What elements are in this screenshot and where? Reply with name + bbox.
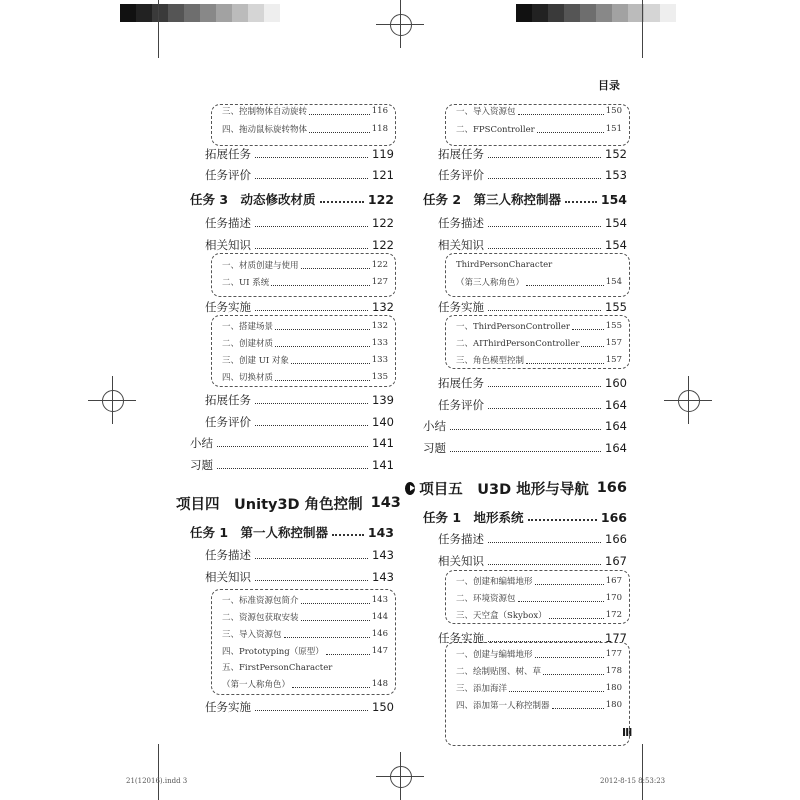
toc-entry-title: 任务 2 第三人称控制器 (423, 192, 562, 207)
footer-timestamp: 2012-8-15 8:53:23 (600, 777, 666, 785)
toc-entry[interactable] (205, 146, 394, 162)
color-swatch (516, 4, 532, 22)
dot-leader (255, 248, 368, 249)
toc-entry-title: 二、UI 系统 (222, 278, 270, 288)
toc-entry-page: 154 (605, 277, 622, 287)
toc-entry-title: 三、创建 UI 对象 (222, 356, 289, 366)
dot-leader (509, 691, 604, 692)
toc-entry-title: 任务实施 (438, 631, 484, 645)
dot-leader (488, 226, 601, 227)
dot-leader (488, 542, 601, 543)
trim-line-right-top (642, 0, 643, 58)
toc-entry[interactable] (456, 275, 622, 289)
toc-entry[interactable] (438, 167, 627, 183)
toc-entry[interactable] (205, 414, 394, 430)
toc-entry-page: 178 (605, 666, 622, 676)
dot-leader (291, 363, 370, 364)
dot-leader (255, 310, 368, 311)
toc-entry-page: 152 (605, 147, 627, 161)
dot-leader (537, 132, 604, 133)
toc-entry-title: 相关知识 (438, 238, 484, 252)
toc-entry[interactable] (456, 258, 622, 272)
toc-entry-page: 122 (372, 216, 394, 230)
toc-entry[interactable] (205, 167, 394, 183)
toc-entry-title: 任务描述 (205, 548, 251, 562)
toc-entry-page: 155 (605, 300, 627, 314)
toc-entry[interactable] (456, 608, 622, 622)
color-swatch (168, 4, 184, 22)
color-swatch (152, 4, 168, 22)
dot-leader (526, 285, 604, 286)
toc-entry-title: 任务实施 (205, 300, 251, 314)
toc-entry[interactable] (222, 644, 388, 658)
page-number: Ⅲ (622, 726, 633, 739)
toc-entry-title: 三、导入资源包 (222, 630, 282, 640)
toc-entry[interactable] (456, 353, 622, 367)
dot-leader (488, 408, 601, 409)
color-swatch (120, 4, 136, 22)
toc-entry-title: 任务描述 (438, 216, 484, 230)
toc-entry-title: 三、添加海洋 (456, 684, 508, 694)
toc-entry-page: 167 (605, 576, 622, 586)
color-swatch (564, 4, 580, 22)
toc-entry-page: 139 (372, 393, 394, 407)
toc-entry[interactable] (205, 569, 394, 585)
toc-entry-title: 三、天空盒（Skybox） (456, 611, 547, 621)
dot-leader (217, 468, 368, 469)
toc-entry[interactable] (456, 647, 622, 661)
dot-leader (217, 446, 368, 447)
toc-entry-page: 177 (605, 649, 622, 659)
toc-entry-title: 一、标准资源包简介 (222, 596, 299, 606)
dot-leader (255, 558, 368, 559)
color-swatch (264, 4, 280, 22)
toc-entry[interactable] (190, 524, 394, 540)
dot-leader (565, 201, 597, 203)
toc-entry-page: 167 (605, 554, 627, 568)
toc-entry-page: 150 (605, 106, 622, 116)
dot-leader (572, 329, 604, 330)
toc-entry[interactable] (222, 104, 388, 118)
toc-entry-title: 任务描述 (205, 216, 251, 230)
dot-leader (275, 380, 370, 381)
toc-entry-title: 任务 1 地形系统 (423, 510, 524, 525)
toc-entry[interactable] (456, 574, 622, 588)
toc-entry[interactable] (438, 237, 627, 253)
toc-entry-page: 164 (605, 398, 627, 412)
dot-leader (292, 687, 370, 688)
toc-entry[interactable] (456, 664, 622, 678)
toc-entry-page: 122 (371, 260, 388, 270)
toc-entry[interactable] (456, 122, 622, 136)
toc-entry[interactable] (205, 215, 394, 231)
toc-entry-title: 任务实施 (438, 300, 484, 314)
toc-entry-page: 127 (371, 277, 388, 287)
dot-leader (326, 654, 370, 655)
toc-entry-page: 147 (371, 646, 388, 656)
toc-entry-page: 170 (605, 593, 622, 603)
toc-entry-title: 一、导入资源包 (456, 107, 516, 117)
registration-mark-right (678, 390, 700, 412)
toc-entry[interactable] (222, 627, 388, 641)
color-swatch (660, 4, 676, 22)
dot-leader (488, 386, 601, 387)
toc-entry-title: 任务评价 (205, 168, 251, 182)
toc-entry-page: 148 (371, 679, 388, 689)
toc-entry[interactable] (222, 353, 388, 367)
toc-entry-title: 任务评价 (438, 398, 484, 412)
dot-leader (543, 674, 604, 675)
toc-entry[interactable] (222, 258, 388, 272)
toc-entry-page: 143 (367, 524, 394, 540)
toc-entry[interactable] (222, 660, 388, 674)
toc-entry-page: 132 (372, 300, 394, 314)
color-swatch (644, 4, 660, 22)
toc-entry-title: 拓展任务 (205, 147, 251, 161)
toc-entry-title: ThirdPersonCharacter (456, 260, 553, 270)
toc-entry-page: 151 (605, 124, 622, 134)
registration-mark-left (102, 390, 124, 412)
dot-leader (301, 603, 370, 604)
toc-entry[interactable] (438, 553, 627, 569)
toc-entry-page: 154 (605, 238, 627, 252)
dot-leader (255, 580, 368, 581)
dot-leader (332, 534, 364, 536)
toc-entry-title: 小结 (190, 436, 213, 450)
dot-leader (255, 157, 368, 158)
toc-entry-title: 习题 (423, 441, 446, 455)
toc-entry-title: 一、创建与编辑地形 (456, 650, 533, 660)
toc-entry-page: 143 (370, 495, 401, 511)
toc-entry-page: 135 (371, 372, 388, 382)
color-swatch (232, 4, 248, 22)
dot-leader (309, 114, 370, 115)
toc-entry-title: 一、材质创建与使用 (222, 261, 299, 271)
toc-entry[interactable] (456, 336, 622, 350)
toc-entry-title: 任务评价 (438, 168, 484, 182)
toc-entry-page: 144 (371, 612, 388, 622)
toc-entry[interactable] (456, 681, 622, 695)
color-swatch (200, 4, 216, 22)
toc-entry[interactable] (190, 457, 394, 473)
dot-leader (518, 601, 604, 602)
toc-entry-page: 157 (605, 355, 622, 365)
toc-entry-title: 项目五 U3D 地形与导航 (419, 481, 589, 498)
toc-entry-page: 164 (605, 419, 627, 433)
toc-entry-page: 160 (605, 376, 627, 390)
toc-entry[interactable] (456, 698, 622, 712)
dot-leader (271, 285, 370, 286)
toc-entry-page: 141 (372, 458, 394, 472)
toc-entry[interactable] (423, 191, 627, 207)
color-bar-left (120, 4, 280, 22)
toc-entry-page: 116 (371, 106, 388, 116)
toc-entry-page: 154 (600, 191, 627, 207)
toc-entry[interactable] (438, 630, 627, 646)
color-swatch (248, 4, 264, 22)
toc-entry-title: 小结 (423, 419, 446, 433)
toc-entry-title: 一、搭建场景 (222, 322, 274, 332)
toc-entry-title: 任务实施 (205, 700, 251, 714)
toc-entry-page: 121 (372, 168, 394, 182)
toc-entry-page: 143 (372, 548, 394, 562)
toc-entry-title: 任务 1 第一人称控制器 (190, 525, 329, 540)
dot-leader (488, 641, 601, 642)
registration-mark-top (390, 14, 412, 36)
dot-leader (450, 451, 601, 452)
toc-entry[interactable] (205, 392, 394, 408)
toc-entry-title: 二、资源包获取安装 (222, 613, 299, 623)
dot-leader (581, 346, 603, 347)
toc-entry[interactable] (456, 319, 622, 333)
toc-entry-title: 项目四 Unity3D 角色控制 (176, 496, 363, 513)
toc-entry[interactable] (438, 146, 627, 162)
toc-entry-page: 140 (372, 415, 394, 429)
toc-entry-title: 任务描述 (438, 532, 484, 546)
toc-entry-title: 相关知识 (205, 570, 251, 584)
play-circle-icon (405, 482, 415, 495)
toc-entry[interactable] (405, 480, 627, 496)
toc-entry-page: 154 (605, 216, 627, 230)
toc-entry[interactable] (222, 122, 388, 136)
dot-leader (488, 157, 601, 158)
toc-entry-title: 二、绘制贴图、树、草 (456, 667, 542, 677)
toc-entry-title: 拓展任务 (438, 376, 484, 390)
toc-entry[interactable] (222, 593, 388, 607)
color-swatch (612, 4, 628, 22)
color-swatch (216, 4, 232, 22)
toc-entry[interactable] (190, 191, 394, 207)
dot-leader (275, 346, 370, 347)
dot-leader (488, 564, 601, 565)
toc-entry[interactable] (222, 275, 388, 289)
dot-leader (255, 403, 368, 404)
dot-leader (488, 248, 601, 249)
dot-leader (301, 268, 370, 269)
page-header-title: 目录 (598, 79, 620, 92)
toc-entry-title: 二、FPSController (456, 125, 535, 135)
color-swatch (136, 4, 152, 22)
dot-leader (275, 329, 370, 330)
toc-entry-title: 任务评价 (205, 415, 251, 429)
toc-entry-title: 四、添加第一人称控制器 (456, 701, 550, 711)
toc-entry-page: 166 (605, 532, 627, 546)
toc-entry-title: 拓展任务 (438, 147, 484, 161)
toc-entry[interactable] (222, 336, 388, 350)
toc-entry[interactable] (205, 547, 394, 563)
dot-leader (488, 310, 601, 311)
dot-leader (450, 429, 601, 430)
dot-leader (255, 425, 368, 426)
toc-entry[interactable] (222, 610, 388, 624)
toc-entry[interactable] (438, 299, 627, 315)
toc-entry-title: 四、拖动鼠标旋转物体 (222, 125, 308, 135)
toc-entry-title: 一、ThirdPersonController (456, 322, 570, 332)
dot-leader (255, 178, 368, 179)
toc-entry-page: 146 (371, 629, 388, 639)
color-swatch (596, 4, 612, 22)
toc-entry[interactable] (190, 435, 394, 451)
footer-file-name: 21(12016).indd 3 (126, 777, 188, 785)
trim-line-left-top (158, 0, 159, 58)
dot-leader (535, 584, 604, 585)
toc-entry-title: 五、FirstPersonCharacter (222, 663, 333, 673)
dot-leader (535, 657, 604, 658)
trim-line-right-bottom (642, 744, 643, 800)
dot-leader (320, 201, 364, 203)
toc-entry-title: 拓展任务 (205, 393, 251, 407)
toc-entry-page: 119 (372, 147, 394, 161)
toc-entry-page: 141 (372, 436, 394, 450)
toc-entry[interactable] (456, 104, 622, 118)
toc-entry-title: 三、角色模型控制 (456, 356, 525, 366)
toc-entry[interactable] (438, 531, 627, 547)
toc-entry[interactable] (205, 699, 394, 715)
dot-leader (518, 114, 604, 115)
toc-entry-page: 143 (371, 595, 388, 605)
toc-entry-page: 164 (605, 441, 627, 455)
toc-entry-page: 166 (600, 509, 627, 525)
toc-entry[interactable] (438, 397, 627, 413)
toc-entry[interactable] (222, 677, 388, 691)
toc-entry-page: 177 (605, 631, 627, 645)
color-bar-right (516, 4, 676, 22)
toc-entry-page: 132 (371, 321, 388, 331)
toc-entry-title: 相关知识 (205, 238, 251, 252)
toc-entry[interactable] (438, 215, 627, 231)
toc-entry[interactable] (222, 319, 388, 333)
dot-leader (488, 178, 601, 179)
toc-entry-page: 155 (605, 321, 622, 331)
toc-entry-page: 122 (367, 191, 394, 207)
toc-entry[interactable] (205, 237, 394, 253)
registration-mark-bottom (390, 766, 412, 788)
toc-entry-title: 习题 (190, 458, 213, 472)
dot-leader (255, 710, 368, 711)
toc-entry-page: 180 (605, 700, 622, 710)
dot-leader (526, 363, 604, 364)
color-swatch (184, 4, 200, 22)
toc-entry[interactable] (222, 370, 388, 384)
toc-entry-page: 118 (371, 124, 388, 134)
toc-entry-title: 三、控制物体自动旋转 (222, 107, 308, 117)
toc-entry-title: 任务 3 动态修改材质 (190, 192, 316, 207)
toc-entry-page: 122 (372, 238, 394, 252)
toc-entry-page: 153 (605, 168, 627, 182)
toc-entry-title: （第三人称角色） (456, 278, 525, 288)
color-swatch (548, 4, 564, 22)
toc-entry[interactable] (172, 495, 401, 513)
toc-entry-title: 二、AIThirdPersonController (456, 339, 580, 349)
trim-line-left-bottom (158, 744, 159, 800)
toc-entry-page: 180 (605, 683, 622, 693)
toc-entry-page: 133 (371, 355, 388, 365)
dot-leader (528, 519, 597, 521)
dot-leader (301, 620, 370, 621)
toc-entry-page: 166 (596, 480, 627, 496)
color-swatch (580, 4, 596, 22)
dot-leader (309, 132, 370, 133)
toc-entry[interactable] (423, 418, 627, 434)
toc-entry-title: 二、创建材质 (222, 339, 274, 349)
toc-entry-page: 133 (371, 338, 388, 348)
dot-leader (255, 226, 368, 227)
toc-entry-title: 一、创建和编辑地形 (456, 577, 533, 587)
toc-entry[interactable] (205, 299, 394, 315)
toc-entry[interactable] (423, 440, 627, 456)
toc-entry[interactable] (456, 591, 622, 605)
dot-leader (552, 708, 604, 709)
toc-entry-page: 143 (372, 570, 394, 584)
toc-entry-title: （第一人称角色） (222, 680, 291, 690)
toc-entry[interactable] (423, 509, 627, 525)
toc-entry-page: 157 (605, 338, 622, 348)
color-swatch (532, 4, 548, 22)
toc-entry-title: 相关知识 (438, 554, 484, 568)
toc-entry-title: 四、切换材质 (222, 373, 274, 383)
toc-entry-title: 二、环境资源包 (456, 594, 516, 604)
toc-entry-page: 172 (605, 610, 622, 620)
dot-leader (284, 637, 370, 638)
dot-leader (549, 618, 604, 619)
toc-entry[interactable] (438, 375, 627, 391)
toc-entry-title: 四、Prototyping（原型） (222, 647, 324, 657)
toc-entry-page: 150 (372, 700, 394, 714)
